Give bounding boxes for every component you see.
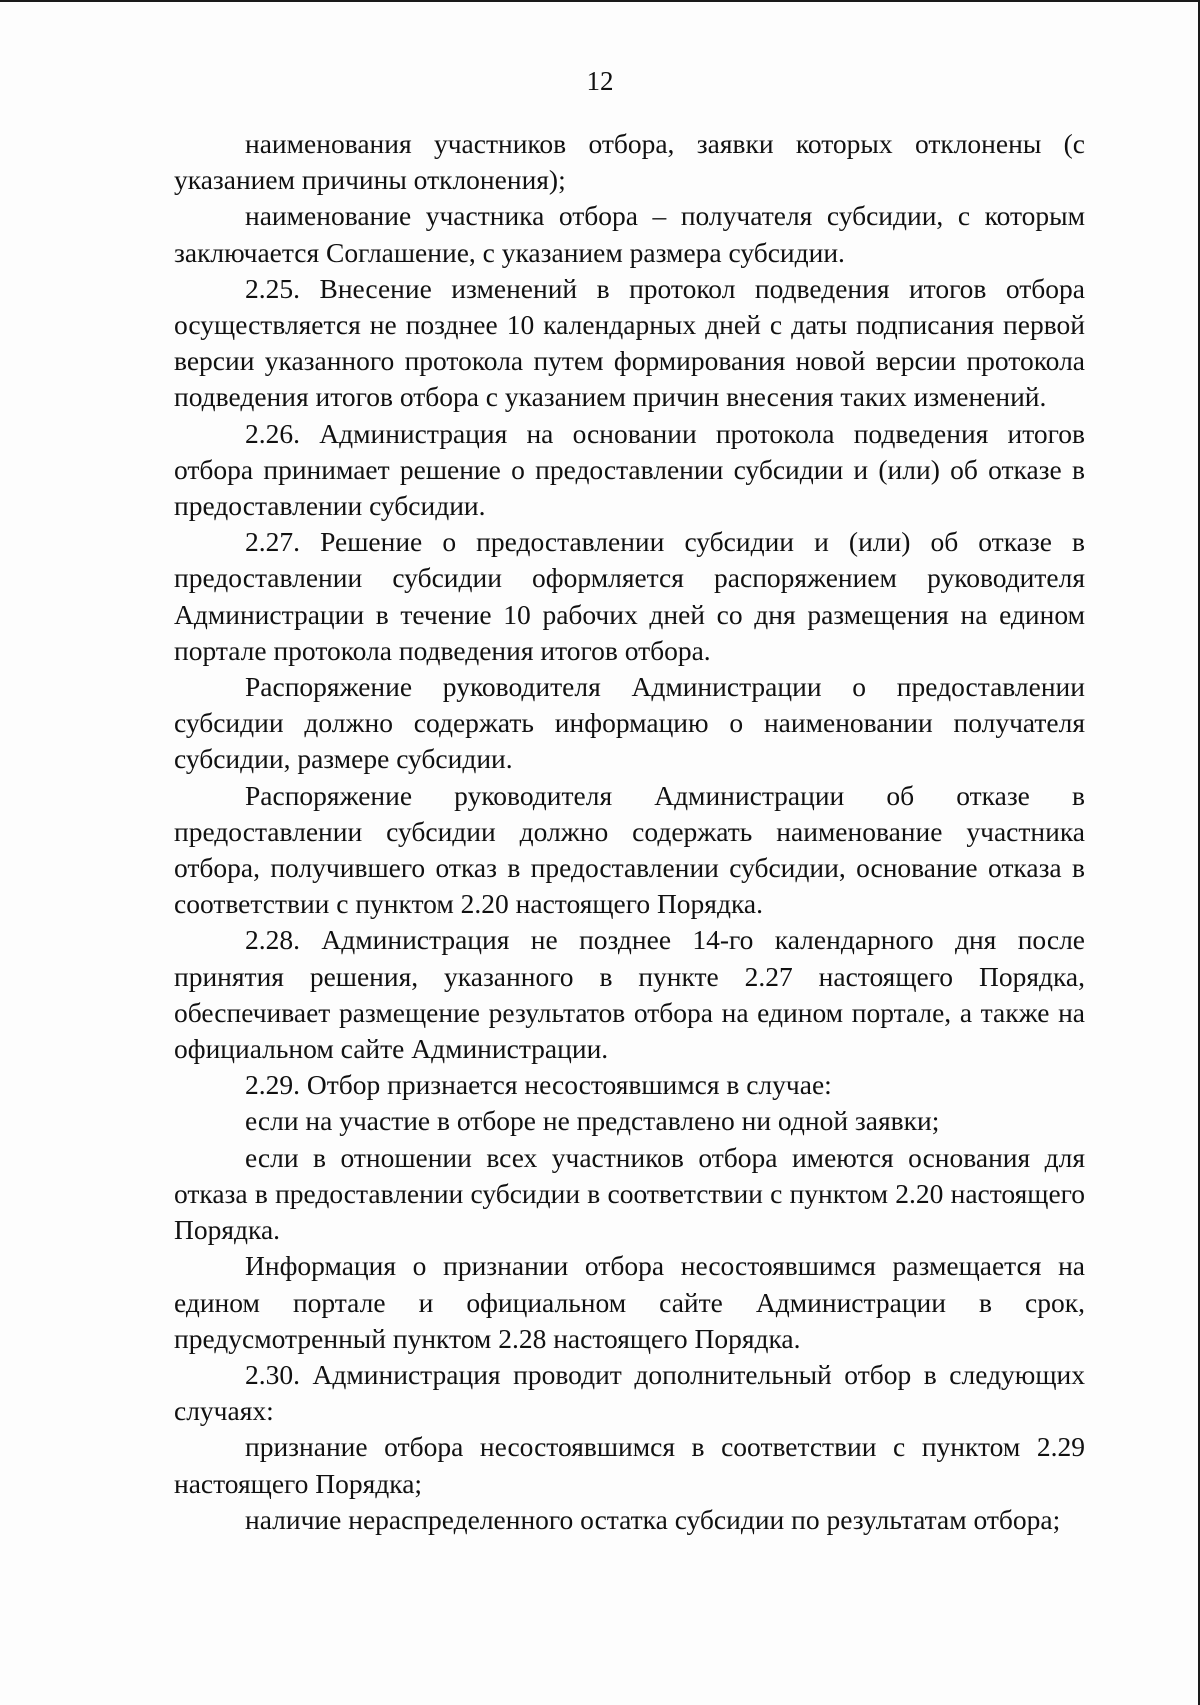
paragraph-order-refusal: Распоряжение руководителя Администрации об отказе в предоставлении субсидии должно содержать наименование участника отбора, получившего отказ в предоставлении субсидии, основание отказа в соответствии с пунктом 2.20 настоящего Порядка. — [174, 779, 1085, 920]
paragraph-2-26: 2.26. Администрация на основании протокола подведения итогов отбора принимает решение о предоставлении субсидии и (или) об отказе в предоставлении субсидии. — [174, 417, 1085, 522]
paragraph-2-25: 2.25. Внесение изменений в протокол подведения итогов отбора осуществляется не позднее 10 календарных дней с даты подписания первой версии указанного протокола путем формирования новой версии протокола подведения итогов отбора с указанием причин внесения таких изменений. — [174, 272, 1085, 413]
paragraph-order-grant: Распоряжение руководителя Администрации о предоставлении субсидии должно содержать информацию о наименовании получателя субсидии, размере субсидии. — [174, 671, 1085, 775]
page-number: 12 — [586, 66, 614, 96]
paragraph-2-29: 2.29. Отбор признается несостоявшимся в случае: — [245, 1069, 832, 1101]
paragraph-subsidy-recipient: наименование участника отбора – получателя субсидии, с которым заключается Соглашение, с указанием размера субсидии. — [174, 200, 1085, 268]
paragraph-failed-selection-info: Информация о признании отбора несостоявшимся размещается на едином портале и официальном сайте Администрации в срок, предусмотренный пунктом 2.28 настоящего Порядка. — [174, 1250, 1085, 1354]
document-body — [174, 126, 1085, 1538]
paragraph-2-30: 2.30. Администрация проводит дополнительный отбор в следующих случаях: — [174, 1358, 1085, 1427]
paragraph-rejected-participants: наименования участников отбора, заявки которых отклонены (с указанием причины отклонения); — [174, 128, 1085, 196]
paragraph-2-27: 2.27. Решение о предоставлении субсидии и (или) об отказе в предоставлении субсидии оформляется распоряжением руководителя Администрации в течение 10 рабочих дней со дня размещения на едином портале протокола подведения итогов отбора. — [174, 526, 1085, 666]
paragraph-2-28: 2.28. Администрация не позднее 14-го календарного дня после принятия решения, указанного в пункте 2.27 настоящего Порядка, обеспечивает размещение результатов отбора на едином портале, а также на официальном сайте Администрации. — [174, 924, 1085, 1065]
paragraph-remaining-subsidy: наличие нераспределенного остатка субсидии по результатам отбора; — [245, 1503, 1061, 1535]
paragraph-no-applications: если на участие в отборе не представлено ни одной заявки; — [245, 1105, 940, 1137]
paragraph-failed-selection-case: признание отбора несостоявшимся в соответствии с пунктом 2.29 настоящего Порядка; — [174, 1431, 1085, 1499]
paragraph-all-rejected: если в отношении всех участников отбора имеются основания для отказа в предоставлении субсидии в соответствии с пунктом 2.20 настоящего Порядка. — [174, 1141, 1085, 1246]
